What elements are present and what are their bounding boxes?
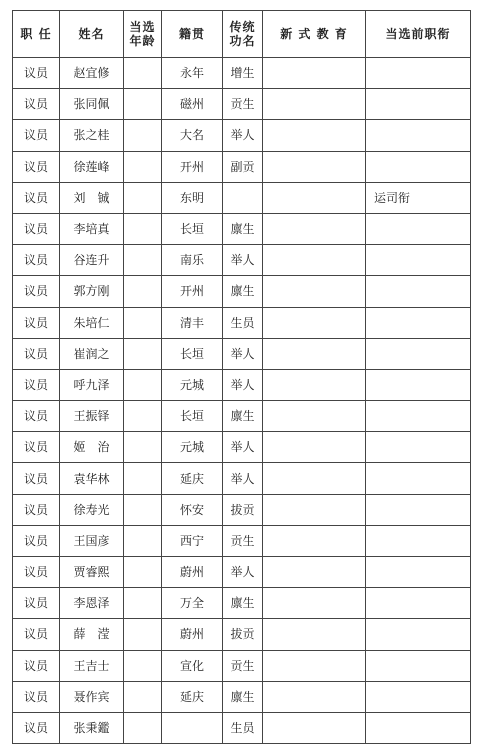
cell-native: 元城: [162, 369, 223, 400]
cell-age: [124, 557, 162, 588]
cell-native: 清丰: [162, 307, 223, 338]
cell-new-education: [263, 432, 366, 463]
cell-name: 张之桂: [60, 120, 124, 151]
cell-traditional-degree: 副贡: [223, 151, 263, 182]
cell-new-education: [263, 712, 366, 743]
cell-native: 西宁: [162, 525, 223, 556]
cell-age: [124, 588, 162, 619]
cell-role: 议员: [13, 245, 60, 276]
table-row: [13, 58, 471, 89]
cell-previous-post: [366, 681, 471, 712]
cell-new-education: [263, 619, 366, 650]
header-name: 姓名: [60, 11, 124, 58]
cell-new-education: [263, 557, 366, 588]
cell-native: 南乐: [162, 245, 223, 276]
cell-name: 贾睿熙: [60, 557, 124, 588]
cell-age: [124, 89, 162, 120]
cell-age: [124, 619, 162, 650]
cell-new-education: [263, 401, 366, 432]
cell-new-education: [263, 494, 366, 525]
cell-previous-post: 运司衔: [366, 182, 471, 213]
table-body: [13, 58, 471, 744]
cell-new-education: [263, 89, 366, 120]
cell-previous-post: [366, 213, 471, 244]
cell-age: [124, 182, 162, 213]
cell-name: 崔润之: [60, 338, 124, 369]
cell-age: [124, 401, 162, 432]
table-row: [13, 89, 471, 120]
cell-native: 延庆: [162, 463, 223, 494]
cell-previous-post: [366, 494, 471, 525]
table-row: [13, 245, 471, 276]
cell-native: 永年: [162, 58, 223, 89]
cell-role: 议员: [13, 557, 60, 588]
cell-previous-post: [366, 338, 471, 369]
cell-name: 袁华林: [60, 463, 124, 494]
cell-role: 议员: [13, 525, 60, 556]
cell-role: 议员: [13, 432, 60, 463]
cell-age: [124, 494, 162, 525]
cell-new-education: [263, 182, 366, 213]
cell-age: [124, 369, 162, 400]
table-row: [13, 463, 471, 494]
cell-age: [124, 151, 162, 182]
cell-previous-post: [366, 588, 471, 619]
cell-age: [124, 432, 162, 463]
table-row: [13, 525, 471, 556]
table-row: [13, 276, 471, 307]
councillor-table: [12, 10, 471, 744]
cell-previous-post: [366, 89, 471, 120]
cell-role: 议员: [13, 681, 60, 712]
cell-age: [124, 245, 162, 276]
table-header: [13, 11, 471, 58]
table-row: [13, 213, 471, 244]
cell-role: 议员: [13, 619, 60, 650]
cell-age: [124, 213, 162, 244]
cell-role: 议员: [13, 338, 60, 369]
table-row: [13, 588, 471, 619]
cell-name: 李培真: [60, 213, 124, 244]
cell-name: 谷连升: [60, 245, 124, 276]
cell-name: 刘 铖: [60, 182, 124, 213]
cell-age: [124, 276, 162, 307]
cell-previous-post: [366, 307, 471, 338]
cell-new-education: [263, 58, 366, 89]
table-row: [13, 557, 471, 588]
table-row: [13, 369, 471, 400]
cell-new-education: [263, 276, 366, 307]
cell-new-education: [263, 338, 366, 369]
cell-name: 聂作宾: [60, 681, 124, 712]
cell-traditional-degree: 拔贡: [223, 619, 263, 650]
cell-traditional-degree: 廪生: [223, 213, 263, 244]
header-trad-line2: 功名: [229, 34, 256, 48]
cell-role: 议员: [13, 588, 60, 619]
cell-age: [124, 712, 162, 743]
header-row: [13, 11, 471, 58]
cell-traditional-degree: 廪生: [223, 401, 263, 432]
cell-name: 张秉鑑: [60, 712, 124, 743]
cell-traditional-degree: 增生: [223, 58, 263, 89]
cell-new-education: [263, 307, 366, 338]
cell-name: 徐莲峰: [60, 151, 124, 182]
cell-age: [124, 463, 162, 494]
table-row: [13, 120, 471, 151]
table-row: [13, 182, 471, 213]
cell-name: 姬 治: [60, 432, 124, 463]
cell-traditional-degree: 举人: [223, 463, 263, 494]
cell-new-education: [263, 213, 366, 244]
cell-native: 大名: [162, 120, 223, 151]
cell-traditional-degree: 举人: [223, 557, 263, 588]
cell-traditional-degree: 举人: [223, 245, 263, 276]
cell-native: 长垣: [162, 213, 223, 244]
cell-role: 议员: [13, 182, 60, 213]
cell-role: 议员: [13, 494, 60, 525]
cell-age: [124, 58, 162, 89]
cell-previous-post: [366, 650, 471, 681]
cell-age: [124, 525, 162, 556]
table-row: [13, 650, 471, 681]
cell-role: 议员: [13, 213, 60, 244]
cell-role: 议员: [13, 58, 60, 89]
cell-traditional-degree: 廪生: [223, 588, 263, 619]
cell-traditional-degree: 廪生: [223, 276, 263, 307]
cell-new-education: [263, 120, 366, 151]
roster-sheet: [12, 10, 470, 744]
cell-role: 议员: [13, 650, 60, 681]
cell-new-education: [263, 369, 366, 400]
cell-previous-post: [366, 463, 471, 494]
cell-traditional-degree: 举人: [223, 369, 263, 400]
cell-traditional-degree: 廪生: [223, 681, 263, 712]
cell-role: 议员: [13, 89, 60, 120]
header-trad-line1: 传统: [229, 20, 256, 34]
cell-traditional-degree: [223, 182, 263, 213]
cell-name: 赵宜修: [60, 58, 124, 89]
cell-previous-post: [366, 432, 471, 463]
cell-new-education: [263, 245, 366, 276]
cell-previous-post: [366, 276, 471, 307]
header-traditional-degree: [223, 11, 263, 58]
cell-native: 元城: [162, 432, 223, 463]
cell-new-education: [263, 681, 366, 712]
cell-traditional-degree: 生员: [223, 307, 263, 338]
cell-native: 延庆: [162, 681, 223, 712]
cell-new-education: [263, 650, 366, 681]
cell-previous-post: [366, 151, 471, 182]
cell-traditional-degree: 举人: [223, 432, 263, 463]
header-role: 职 任: [13, 11, 60, 58]
cell-previous-post: [366, 58, 471, 89]
cell-native: 东明: [162, 182, 223, 213]
header-native: 籍贯: [162, 11, 223, 58]
cell-native: 长垣: [162, 401, 223, 432]
cell-previous-post: [366, 557, 471, 588]
cell-native: [162, 712, 223, 743]
header-previous-post: 当选前职衔: [366, 11, 471, 58]
cell-native: 蔚州: [162, 619, 223, 650]
cell-native: 宣化: [162, 650, 223, 681]
cell-age: [124, 338, 162, 369]
table-row: [13, 712, 471, 743]
cell-traditional-degree: 贡生: [223, 525, 263, 556]
cell-native: 开州: [162, 151, 223, 182]
header-age: [124, 11, 162, 58]
cell-name: 李恩泽: [60, 588, 124, 619]
cell-age: [124, 307, 162, 338]
cell-native: 蔚州: [162, 557, 223, 588]
cell-native: 磁州: [162, 89, 223, 120]
cell-role: 议员: [13, 712, 60, 743]
cell-name: 王振铎: [60, 401, 124, 432]
cell-name: 王国彦: [60, 525, 124, 556]
header-age-line2: 年龄: [129, 34, 156, 48]
cell-role: 议员: [13, 369, 60, 400]
cell-previous-post: [366, 369, 471, 400]
cell-age: [124, 681, 162, 712]
cell-name: 王吉士: [60, 650, 124, 681]
cell-name: 郭方刚: [60, 276, 124, 307]
table-row: [13, 338, 471, 369]
cell-name: 徐寿光: [60, 494, 124, 525]
cell-age: [124, 650, 162, 681]
cell-role: 议员: [13, 401, 60, 432]
cell-name: 朱培仁: [60, 307, 124, 338]
cell-new-education: [263, 588, 366, 619]
table-row: [13, 494, 471, 525]
table-row: [13, 307, 471, 338]
cell-new-education: [263, 525, 366, 556]
cell-name: 张同佩: [60, 89, 124, 120]
table-row: [13, 619, 471, 650]
cell-role: 议员: [13, 463, 60, 494]
cell-role: 议员: [13, 276, 60, 307]
cell-previous-post: [366, 120, 471, 151]
table-row: [13, 681, 471, 712]
cell-previous-post: [366, 245, 471, 276]
cell-new-education: [263, 151, 366, 182]
cell-role: 议员: [13, 307, 60, 338]
cell-name: 呼九泽: [60, 369, 124, 400]
cell-traditional-degree: 拔贡: [223, 494, 263, 525]
cell-previous-post: [366, 401, 471, 432]
cell-traditional-degree: 生员: [223, 712, 263, 743]
table-row: [13, 401, 471, 432]
cell-native: 万全: [162, 588, 223, 619]
cell-traditional-degree: 举人: [223, 338, 263, 369]
cell-new-education: [263, 463, 366, 494]
cell-traditional-degree: 举人: [223, 120, 263, 151]
header-age-line1: 当选: [129, 20, 156, 34]
cell-previous-post: [366, 619, 471, 650]
cell-role: 议员: [13, 120, 60, 151]
cell-previous-post: [366, 712, 471, 743]
cell-previous-post: [366, 525, 471, 556]
cell-role: 议员: [13, 151, 60, 182]
cell-traditional-degree: 贡生: [223, 89, 263, 120]
cell-age: [124, 120, 162, 151]
cell-name: 薛 滢: [60, 619, 124, 650]
table-row: [13, 151, 471, 182]
cell-native: 长垣: [162, 338, 223, 369]
cell-traditional-degree: 贡生: [223, 650, 263, 681]
cell-native: 怀安: [162, 494, 223, 525]
cell-native: 开州: [162, 276, 223, 307]
table-row: [13, 432, 471, 463]
header-new-education: 新 式 教 育: [263, 11, 366, 58]
